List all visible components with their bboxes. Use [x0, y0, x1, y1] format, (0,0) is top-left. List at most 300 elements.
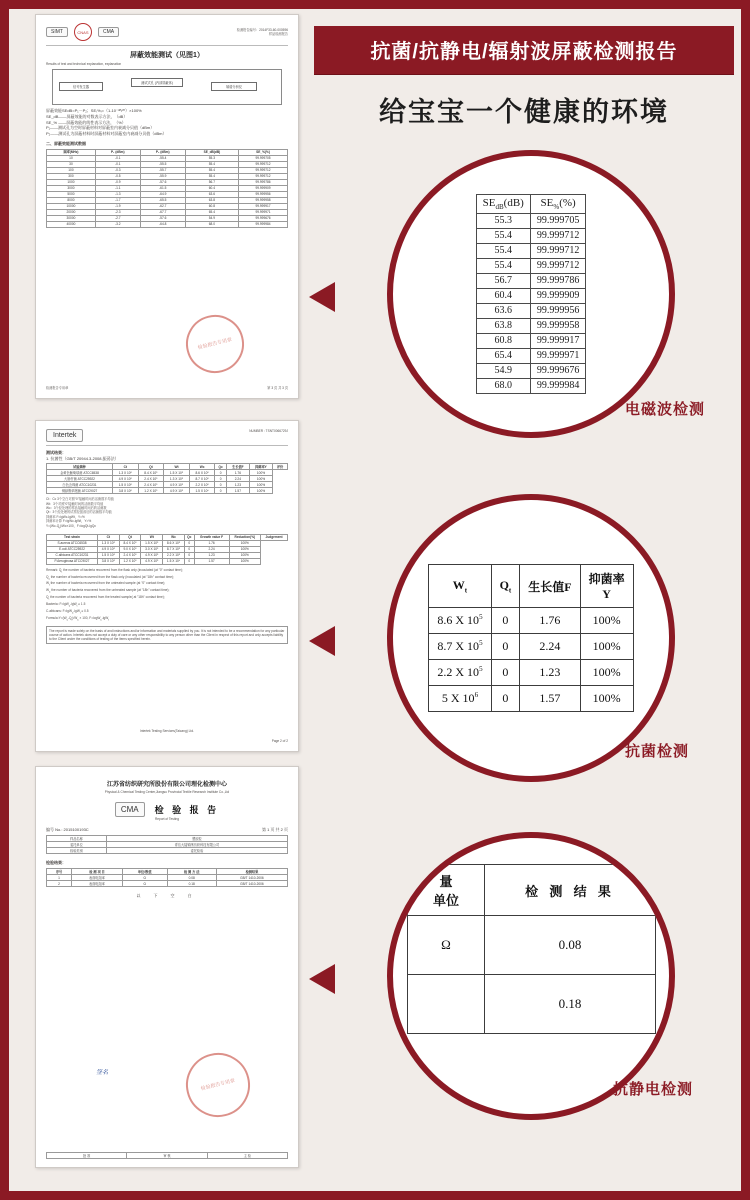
scan1-cell: 99.999917: [239, 203, 288, 209]
scan1-cell: 55.4: [185, 173, 238, 179]
ab-col-header-f: 生长值F: [520, 565, 580, 608]
scan1-th-0: 频率(MHz): [47, 149, 96, 155]
as-cell-unit: Ω: [408, 916, 485, 975]
table-row: [476, 273, 586, 288]
as-cell-value: 0.08: [485, 916, 656, 975]
scan3-th-2: 单位/数值: [122, 869, 167, 875]
scan2-en-cell: 8.6 X 10⁵: [163, 540, 185, 546]
table-row: [429, 608, 633, 634]
scan2-en-cell: 1.2 X 10⁵: [119, 558, 141, 564]
emc-col-header-2: $SE_{\%}(\%)$: [530, 195, 586, 213]
ab-cell: 0: [491, 634, 520, 660]
antibacterial-table: [428, 564, 633, 712]
scan1-cell: -55.9: [140, 173, 185, 179]
scan3-field-cell: 塑胶粒: [106, 836, 287, 842]
scan2-en-th-2: Qt: [119, 534, 141, 540]
scan2-en-cell: 4.9 X 10⁵: [97, 546, 119, 552]
scan3-cell: 表面电阻率: [72, 881, 123, 887]
scan2-cell: 铜绿假单胞菌 ATCC9027: [47, 488, 113, 494]
scan1-cell: -57.6: [140, 215, 185, 221]
scan3-cell: GB/T 1410-2006: [216, 881, 287, 887]
scan1-cell: 99.999712: [239, 167, 288, 173]
scan2-en-th-3: Wt: [141, 534, 163, 540]
ab-cell: 1.76: [520, 608, 580, 634]
scan2-cell: 1.23: [226, 482, 249, 488]
scan1-cell: -0.9: [95, 179, 140, 185]
pointer-antistatic: [309, 964, 335, 994]
scan2-en-cell: 0: [184, 540, 194, 546]
scan3-field-cell: 样品名称: [47, 836, 107, 842]
scan1-cell: 99.999712: [239, 161, 288, 167]
ab-cell: 100%: [580, 634, 633, 660]
ab-cell: 1.57: [520, 686, 580, 712]
scan1-cell: -1.3: [95, 191, 140, 197]
scan3-fields-table: [46, 835, 288, 854]
ab-col-header-qt: $Q_t$: [491, 565, 520, 608]
emc-cell: 99.999909: [530, 288, 586, 303]
scan1-cell: 40000: [47, 221, 96, 227]
scan2-cell: 1.2 X 10⁵: [138, 488, 164, 494]
scan2-en-th-5: Qc: [184, 534, 194, 540]
scan1-report-no: 检测报告编号：2014F33-60-000596: [236, 27, 288, 32]
scan1-cell: 99.999909: [239, 185, 288, 191]
scan2-cell: 大肠杆菌 ATCC25922: [47, 476, 113, 482]
scan2-en-cell: 9.0 X 10⁵: [119, 546, 141, 552]
scan1-th-2: P₂ (dBm): [140, 149, 185, 155]
scan3-th-4: 检测结果: [216, 869, 287, 875]
signature-handwriting: 签名: [96, 1070, 109, 1076]
emc-cell: 99.999705: [530, 213, 586, 228]
scan1-formula-3: P₁——测试孔为空时屏蔽材料对屏蔽室内衰减分贝值（dBm）: [46, 125, 155, 131]
scan1-footer-right: 第 3 页 共 3 页: [267, 385, 288, 390]
scan2-cell: 2.4 X 10⁵: [138, 476, 164, 482]
emc-cell: 55.3: [476, 213, 530, 228]
ab-cell-wt: 2.2 X $10^5$: [429, 660, 491, 686]
scan1-cell: 55.4: [185, 167, 238, 173]
scan1-formula-0: 屏蔽效能SEdB=P₁－P₂；SE₍%₎=（1-10⁻ˢᴱ/²⁰）×100%: [46, 108, 142, 114]
scan2-cell: 2.2 X 10⁵: [189, 482, 215, 488]
emc-cell: 55.4: [476, 243, 530, 258]
bubble-antibacterial-detail[interactable]: [387, 494, 675, 782]
scan3-cell: 0.18: [167, 881, 216, 887]
emc-cell: 99.999712: [530, 243, 586, 258]
scan2-cell: 0: [215, 476, 226, 482]
scan1-th-4: SE_%(%): [239, 149, 288, 155]
scan2-en-cell: 0: [184, 546, 194, 552]
scan2-th-4: Wc: [189, 464, 215, 470]
scan1-report-sub: 样品检测报告: [268, 32, 288, 36]
table-row: [429, 634, 633, 660]
scan1-cell: 56.7: [185, 179, 238, 185]
scan3-cell: GB/T 1410-2006: [216, 875, 287, 881]
scan2-en-table: [46, 534, 288, 565]
table-row: [47, 848, 288, 854]
emc-cell: 60.8: [476, 333, 530, 348]
scan2-th-1: Ct: [112, 464, 138, 470]
caption-antistatic: 抗静电检测: [613, 1081, 694, 1098]
scan2-cell: 100%: [249, 470, 272, 476]
cma-logo-icon: CMA: [115, 802, 145, 817]
table-row: [429, 660, 633, 686]
bubble-antistatic-detail[interactable]: [387, 832, 675, 1120]
scan2-en-cell: 1.5 X 10⁵: [97, 552, 119, 558]
scan3-th-1: 检 测 项 目: [72, 869, 123, 875]
scan1-cell: 60.8: [185, 203, 238, 209]
scan2-en-cell: 8.7 X 10⁵: [163, 546, 185, 552]
scan1-cell: -61.5: [140, 185, 185, 191]
scan1-cell: 100: [47, 167, 96, 173]
scan3-institute-en: Physical & Chemical Testing Center,Jiangsu Provincial Textile Research Institute Co.,Ltd: [104, 790, 230, 794]
scan3-field-cell: 青岛大陆锦绣纺织科技有限公司: [106, 842, 287, 848]
scan2-en-th-7: Reduction(%): [229, 534, 261, 540]
scan1-cell: 55.3: [185, 155, 238, 161]
scan1-block-diagram: [52, 69, 282, 105]
scan2-en-cell: 0: [184, 552, 194, 558]
emc-cell: 99.999956: [530, 303, 586, 318]
scan2-cell: 3.8 X 10⁵: [112, 488, 138, 494]
scan2-cell: 1.5 X 10⁵: [112, 482, 138, 488]
emc-cell: 56.7: [476, 273, 530, 288]
as-col-header-result: 检 测 结 果: [485, 865, 656, 916]
scan2-en-cell: E.coli ATCC25922: [47, 546, 98, 552]
ab-cell-wt: 8.7 X $10^5$: [429, 634, 491, 660]
emc-cell: 99.999712: [530, 258, 586, 273]
ab-cell: 0: [491, 660, 520, 686]
bubble-emc-detail[interactable]: [387, 150, 675, 438]
emc-cell: 60.4: [476, 288, 530, 303]
emc-cell: 63.8: [476, 318, 530, 333]
table-row: [476, 378, 586, 393]
table-row: [408, 916, 656, 975]
intertek-logo-icon: Intertek: [46, 429, 83, 442]
emc-cell: 99.999917: [530, 333, 586, 348]
emc-table: [476, 194, 587, 393]
scan1-cell: -55.4: [140, 155, 185, 161]
scan3-field-cell: 委托检验: [106, 848, 287, 854]
divider: [46, 445, 288, 446]
scan1-cell: 8000: [47, 197, 96, 203]
scan1-cell: 10: [47, 155, 96, 161]
table-row: [476, 228, 586, 243]
caption-emc: 电磁波检测: [625, 401, 706, 418]
emc-cell: 65.4: [476, 348, 530, 363]
scan2-cell: 100%: [249, 488, 272, 494]
scan2-en-cell: 4.9 X 10⁵: [141, 552, 163, 558]
emc-cell: 68.0: [476, 378, 530, 393]
scan3-field-cell: 委托单位: [47, 842, 107, 848]
scan2-cell: 1.5 X 10⁵: [164, 470, 190, 476]
scan2-cn-table: [46, 463, 288, 494]
scan2-standard: 1. 抗菌性（GB/T 20944.3-2008,振荡法）: [46, 455, 119, 461]
emc-cell: 99.999958: [530, 318, 586, 333]
ab-cell: 0: [491, 686, 520, 712]
table-row: [47, 881, 288, 887]
scan2-en-cell: 2.4 X 10⁵: [119, 552, 141, 558]
scan2-en-cell: 1.5 X 10⁶: [163, 558, 185, 564]
scan1-cell: 300: [47, 173, 96, 179]
scan3-approval-table: [46, 1152, 288, 1159]
scan2-cell: 0: [215, 488, 226, 494]
emc-cell: 99.999676: [530, 363, 586, 378]
divider: [46, 45, 288, 46]
scan1-footer-left: 检测报告专用章: [46, 385, 69, 390]
scan1-table-caption: 二、屏蔽效能测试数据: [46, 141, 86, 147]
ab-cell: 2.24: [520, 634, 580, 660]
scan2-en-th-6: Growth value F: [194, 534, 229, 540]
scan3-institute: 江苏省纺织研究所股份有限公司理化检测中心: [106, 782, 227, 788]
table-row: [476, 303, 586, 318]
table-row: [476, 333, 586, 348]
emc-cell: 99.999786: [530, 273, 586, 288]
scan1-cell: -64.8: [140, 221, 185, 227]
scan1-th-1: P₁ (dBm): [95, 149, 140, 155]
scan3-cell: 1: [47, 875, 72, 881]
ab-col-header-y: 抑菌率 Y: [580, 565, 633, 608]
as-cell-unit: [408, 975, 485, 1034]
emc-cell: 55.4: [476, 228, 530, 243]
pointer-emc: [309, 282, 335, 312]
scan1-cell: 54.9: [185, 215, 238, 221]
ab-cell-wt: 5 X $10^6$: [429, 686, 491, 712]
scan1-cell: -0.1: [95, 161, 140, 167]
red-stamp-icon: 检验报告专用章: [179, 1046, 257, 1124]
scan1-cell: -1.9: [95, 203, 140, 209]
scan2-cell: 8.4 X 10⁵: [138, 470, 164, 476]
ab-cell-wt: 8.6 X $10^5$: [429, 608, 491, 634]
scan1-cell: 99.999958: [239, 197, 288, 203]
scan2-en-cell: 1.23: [194, 552, 229, 558]
table-row: [476, 318, 586, 333]
scan2-cell: 金黄色葡萄球菌 ATCC6538: [47, 470, 113, 476]
header: [314, 26, 734, 129]
scan3-th-3: 检 测 方 法: [167, 869, 216, 875]
scan1-logo-row: [46, 23, 288, 41]
scan2-en-th-1: Ct: [97, 534, 119, 540]
red-stamp-icon: 检验报告专用章: [180, 309, 250, 379]
scan2-en-cell: S.aureus ATCC6538: [47, 540, 98, 546]
simt-logo-icon: SIMT: [46, 27, 68, 37]
scan1-cell: 3000: [47, 185, 96, 191]
scan-antistatic-report[interactable]: 江苏省纺织研究所股份有限公司理化检测中心 Physical & Chemical Testing Center,Jiangsu Provincial Textile Research Institute Co.,Ltd CMA 检 验 报 告 Report of Testing 编号 No.: 2015100193C 第 1 页 共 2 页 样品名称 塑胶粒 委托单位 青岛大陆锦绣纺织科技有限公司 检验类别 委托检验 检验结果： 序号 检 测 项 目 单位/数值 检 测 方 法 检测结果 1 表面电阻率 Ω 0.08 GB/T 1410-2006 2 表面电阻率 Ω 0.18 GB/T 1410-2006 以 下 空 白 检验报告专用章 签名 批 准 审 核 主 检: [35, 766, 299, 1168]
emc-cell: 54.9: [476, 363, 530, 378]
scan2-footer: Intertek Testing Services(Taicang) Ltd.: [140, 728, 194, 733]
cnas-logo-icon: CNAS: [74, 23, 92, 41]
scan2-en-th-8: Judgement: [261, 534, 288, 540]
table-row: [47, 488, 288, 494]
emc-cell: 99.999971: [530, 348, 586, 363]
scan2-cell: 1.3 X 10⁵: [164, 476, 190, 482]
scan2-cell: 白色念珠菌 ATCC10231: [47, 482, 113, 488]
diagram-box-chamber: 测试式孔 (内部屏蔽体): [131, 78, 183, 87]
scan1-cell: 99.999984: [239, 221, 288, 227]
scan2-cell: 1.5 X 10⁶: [189, 488, 215, 494]
scan3-th-0: 序号: [47, 869, 72, 875]
scan1-cell: -55.5: [140, 161, 185, 167]
scan2-th-6: 生长值F: [226, 464, 249, 470]
scan3-title-en: Report of Testing: [154, 817, 180, 822]
scan2-en-cell: 100%: [229, 558, 261, 564]
ab-cell: 1.23: [520, 660, 580, 686]
scan2-cell: 2.24: [226, 476, 249, 482]
table-row: [47, 558, 288, 564]
scan-emc-report[interactable]: [35, 14, 299, 399]
scan1-cell: 60.4: [185, 185, 238, 191]
scan3-cell: 表面电阻率: [72, 875, 123, 881]
scan3-title: 检 验 报 告: [154, 805, 220, 816]
scan1-cell: 20000: [47, 209, 96, 215]
as-col-header-unit: 量 单位: [408, 865, 485, 916]
emc-cell: 63.6: [476, 303, 530, 318]
pointer-antibacterial: [309, 626, 335, 656]
scan1-cell: -67.7: [140, 209, 185, 215]
scan1-cell: 30000: [47, 215, 96, 221]
scan3-approval-cell: 批 准: [47, 1153, 127, 1159]
scan2-en-cell: 8.4 X 10⁵: [119, 540, 141, 546]
scan1-cell: -64.9: [140, 191, 185, 197]
scan3-number: 编号 No.: 2015100193C: [46, 826, 89, 832]
scan3-approval-cell: 审 核: [127, 1153, 207, 1159]
scan2-th-3: Wt: [164, 464, 190, 470]
scan1-cell: 68.0: [185, 221, 238, 227]
table-row: [476, 348, 586, 363]
table-row: [476, 243, 586, 258]
scan2-en-cell: 3.8 X 10⁵: [97, 558, 119, 564]
ab-col-header-wt: $W_t$: [429, 565, 491, 608]
scan3-result-table: [46, 868, 288, 887]
page-subtitle: 给宝宝一个健康的环境: [379, 97, 669, 127]
scan1-cell: -2.3: [95, 209, 140, 215]
scan2-cell: 4.9 X 10⁵: [112, 476, 138, 482]
scan2-test-title: 测试结果：: [46, 450, 66, 455]
scan1-cell: -1.7: [95, 197, 140, 203]
as-cell-value: 0.18: [485, 975, 656, 1034]
scan1-cell: -0.3: [95, 167, 140, 173]
scan2-en-cell: 100%: [229, 552, 261, 558]
scan1-formula-2: SE_% ——屏蔽效能的线性表示方法，（%）: [46, 119, 126, 125]
scan2-th-7: 抑菌率Y: [249, 464, 272, 470]
antistatic-table: [407, 864, 656, 1034]
scan3-cell: Ω: [122, 875, 167, 881]
emc-col-header-1: $SE_{dB}(dB)$: [476, 195, 530, 213]
scan2-en-cell: 2.2 X 10⁵: [163, 552, 185, 558]
ab-cell: 100%: [580, 608, 633, 634]
caption-antibacterial: 抗菌检测: [625, 743, 690, 760]
scan2-cell: 4.9 X 10⁵: [164, 482, 190, 488]
table-row: [408, 975, 656, 1034]
scan1-cell: 99.999705: [239, 155, 288, 161]
table-row: [476, 213, 586, 228]
scan1-cell: -3.2: [95, 221, 140, 227]
scan1-cell: 55.4: [185, 161, 238, 167]
scan1-cell: -2.7: [95, 215, 140, 221]
scan2-cell: 1.3 X 10⁵: [112, 470, 138, 476]
scan2-en-cell: 100%: [229, 540, 261, 546]
emc-cell: 99.999984: [530, 378, 586, 393]
scan2-en-th-4: Wc: [163, 534, 185, 540]
scan2-th-5: Qc: [215, 464, 226, 470]
scan1-cell: -65.5: [140, 197, 185, 203]
scan3-field-cell: 检验类别: [47, 848, 107, 854]
table-row: [476, 258, 586, 273]
ab-cell: 100%: [580, 686, 633, 712]
scan1-cell: 5000: [47, 191, 96, 197]
scan2-en-cell: 1.3 X 10⁵: [97, 540, 119, 546]
scan1-section-note: Results of test and technical explanation, explanation: [46, 62, 122, 66]
scan1-data-table: [46, 149, 288, 228]
scan1-cell: 99.999971: [239, 209, 288, 215]
scan2-th-0: 试验菌种: [47, 464, 113, 470]
scan2-cell: 4.9 X 10⁵: [164, 488, 190, 494]
page-title: 抗菌/抗静电/辐射波屏蔽检测报告: [314, 26, 734, 74]
scan1-cell: -1.1: [95, 185, 140, 191]
scan2-th-2: Qt: [138, 464, 164, 470]
scan1-cell: -55.7: [140, 167, 185, 173]
scan2-cell: 0: [215, 470, 226, 476]
scan2-cell: 0: [215, 482, 226, 488]
scan3-approval-cell: 主 检: [207, 1153, 287, 1159]
scan1-th-3: SE_dB(dB): [185, 149, 238, 155]
scan3-cell: 2: [47, 881, 72, 887]
scan2-cell: 1.76: [226, 470, 249, 476]
scan2-en-cell: 100%: [229, 546, 261, 552]
scan2-en-cell: 4.9 X 10⁵: [141, 558, 163, 564]
diagram-box-source: 信号发生器: [59, 82, 103, 91]
scan2-cell: 8.6 X 10⁵: [189, 470, 215, 476]
scan1-cell: 63.6: [185, 191, 238, 197]
scan1-cell: -0.1: [95, 155, 140, 161]
scan2-en-cell: P.Aeruginosa ATCC9027: [47, 558, 98, 564]
scan3-cell: 0.08: [167, 875, 216, 881]
diagram-box-analyzer: 频谱分析仪: [211, 82, 257, 91]
scan1-formula-4: P₂——测试孔为屏蔽材料时屏蔽材料对屏蔽室内衰减分贝值（dBm）: [46, 130, 167, 136]
emc-cell: 55.4: [476, 258, 530, 273]
scan2-th-8: 评价: [273, 464, 288, 470]
scan1-cell: 99.999712: [239, 173, 288, 179]
scan2-number: NUMBER : TSNT0066729J: [249, 429, 288, 433]
table-row: [429, 686, 633, 712]
ab-cell: 100%: [580, 660, 633, 686]
scan2-en-cell: 1.57: [194, 558, 229, 564]
scan1-cell: 99.999676: [239, 215, 288, 221]
scan1-cell: 99.999956: [239, 191, 288, 197]
scan1-cell: 99.999786: [239, 179, 288, 185]
scan1-formula-1: SE_dB——屏蔽效能的对数表示方法，（dB）: [46, 114, 128, 119]
scan1-cell: 1000: [47, 179, 96, 185]
scan2-cell: 1.57: [226, 488, 249, 494]
scan2-en-cell: 1.5 X 10⁵: [141, 540, 163, 546]
table-row: [476, 363, 586, 378]
scan2-en-th-0: Test strain: [47, 534, 98, 540]
table-row: [476, 288, 586, 303]
scan3-page: 第 1 页 共 2 页: [261, 826, 288, 832]
scan2-cell: 8.7 X 10⁵: [189, 476, 215, 482]
scan-antibacterial-report[interactable]: Intertek NUMBER : TSNT0066729J 测试结果： 1. 抗菌性（GB/T 20944.3-2008,振荡法） 试验菌种 Ct Qt Wt Wc Qc 生长值F 抑菌率Y 评价 金黄色葡萄球菌 ATCC6538 1.3 X 10⁵ 8.4 X 10⁵ 1.5 X 10⁵ 8.6 X 10⁵ 0 1.76 100% 大肠杆菌 ATCC25922 4.9 X 10⁵ 2.4 X 10⁵ 1.3 X 10⁵ 8.7 X 10⁵ 0 2.24 100% 白色念珠菌 ATCC10231 1.5 X 10⁵ 2.4 X 10⁵ 4.9 X 10⁵ 2.2 X 10⁵ 0 1.23 100% 铜绿假单胞菌 ATCC9027 3.8 X 10⁵ 1.2 X 10⁵ 4.9 X 10⁵ 1.5 X 10⁶ 0 1.57 100% Ct：Cc 3个空白对照“0”接触时间后活菌数平均值 Wt：3个对照“0”接触时间的活菌数平均值 Wc：3个经处理的样品接触时间后的活菌数 Qt：3个经处理的试样经振荡后的活菌数平均值 抑菌率 F=lgWc-lgWt，Y=% 抑菌率计算 F=lgWc-lgWt，Y=% $Y=(Wc-Q_t)/Wc\times 100$，F=logQt-lgQc Test strain Ct Qt Wt Wc Qc Growth value F Reduction(%) Judgement S.aureus ATCC6538 1.3 X 10⁵ 8.4 X 10⁵ 1.5 X 10⁵ 8.6 X 10⁵ 0 1.76 100% E.coli ATCC25922 4.9 X 10⁵ 9.0 X 10⁵ 3.0 X 10⁵ 8.7 X 10⁵ 0 2.24 100% C.albicans ATCC10231 1.5 X 10⁵ 2.4 X 10⁵ 4.9 X 10⁵ 2.2 X 10⁵ 0 1.23 100% P.Aeruginosa ATCC9027 3.8 X 10⁵ 1.2 X 10⁵ 4.9 X 10⁵ 1.5 X 10⁶ 0 1.57 100% Remark: $Q_t$ the number of bacteria recovered from the flask only (inoculated (at "0" contact time); $Q_c$ the number of bacteria recovered from the flask only (inoculated (at "18h" contact time); $W_t$ the number of bacteria recovered from the untreated sample (at "0" contact time); $W_c$ the number of bacteria recovered from the untreated sample (at "18h" contact time); $Q_t$ the number of bacteria recovered from the treated sample( at "18h" contact time); Bacteria: F=lgW$_c$-lgW$_t$ ≥ 1.5 C.albicans: F=lgW$_c$-lgW$_t$ ≥ 0.5 $Formula:Y=(W_c-Q_t)/W_c \times 100$, F=logW$_c$-lgW$_t$ The report is made solely on the basis of and instructions and/or information and materials supplied by you. It is not intended to be a recommendation for any particular course of action. Intertek does not accept a duty of care or any other responsibility to any person other than the Client in respect of this report and only accepts liability to the Client under the conditions of testing of the items specified herein. Intertek Testing Services(Taicang) Ltd. Page 2 of 2: [35, 420, 299, 752]
scan1-cell: -57.6: [140, 179, 185, 185]
cma-logo-icon: CMA: [98, 27, 119, 37]
scan2-cell: 100%: [249, 482, 272, 488]
scan2-en-cell: 0: [184, 558, 194, 564]
scan2-en-cell: 1.76: [194, 540, 229, 546]
table-row: [47, 221, 288, 227]
scan1-cell: 65.4: [185, 209, 238, 215]
scan2-cell: 100%: [249, 476, 272, 482]
scan2-cell: 2.4 X 10⁵: [138, 482, 164, 488]
emc-cell: 99.999712: [530, 228, 586, 243]
scan1-cell: -62.7: [140, 203, 185, 209]
scan1-cell: 30: [47, 161, 96, 167]
scan2-en-cell: 3.0 X 10⁵: [141, 546, 163, 552]
scan1-section-title: 屏蔽效能测试（见图1）: [130, 52, 204, 59]
